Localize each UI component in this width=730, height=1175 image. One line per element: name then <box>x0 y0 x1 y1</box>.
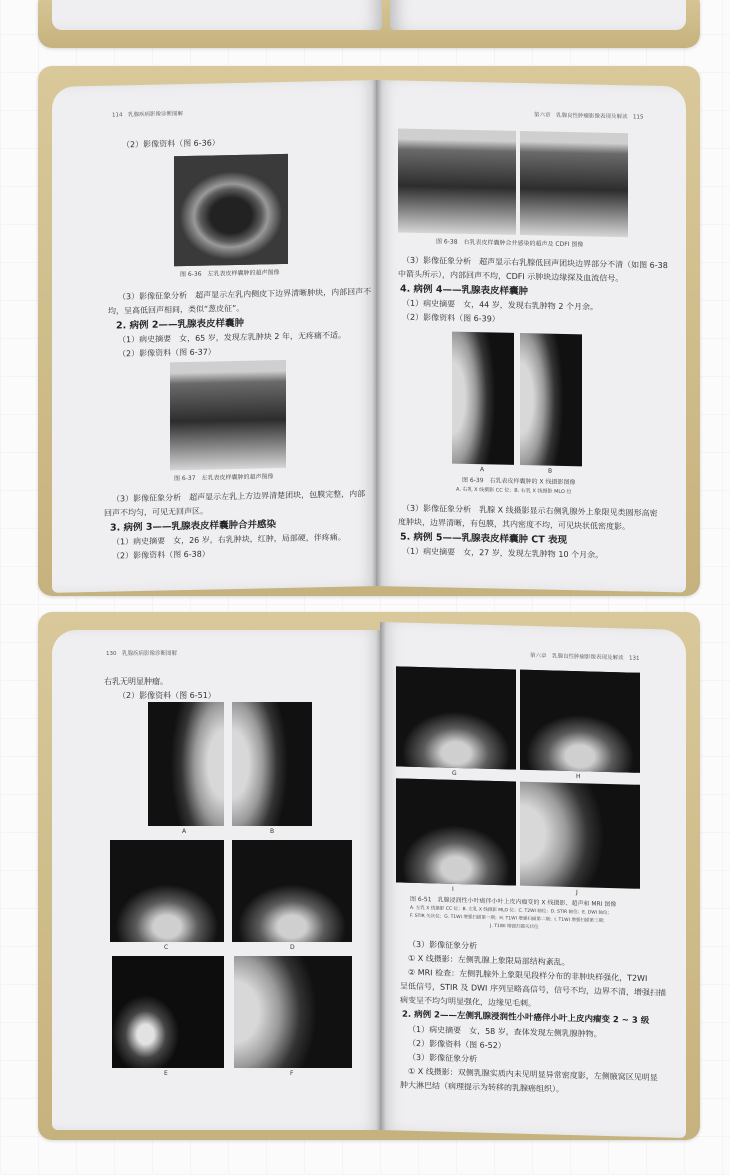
paragraph-line: （3）影像征象分析 超声显示左乳内侧皮下边界清晰肿块，内部回声不 <box>118 287 372 302</box>
mammogram-image-fig-6-39-b <box>520 333 582 466</box>
mammogram-image-fig-6-39-a <box>452 332 514 465</box>
figure-label: A <box>480 466 485 474</box>
paragraph-line: （3）影像征象分析 超声显示右乳腺低回声团块边界部分不清（如图 6-38 <box>402 255 668 271</box>
figure-label: G <box>452 769 457 778</box>
text-line: （3）影像征象分析 <box>408 1052 478 1064</box>
running-head: 130 乳腺疾病影像诊断图解 <box>106 651 177 657</box>
running-head: 第六章 乳腺良性肿瘤影像表现及解读 131 <box>530 652 640 662</box>
mri-image-f <box>234 956 352 1068</box>
text-line: （1）病史摘要 女，27 岁，发现左乳肿物 10 个月余。 <box>402 546 604 560</box>
figure-caption: 图 6-36 左乳表皮样囊肿的超声图像 <box>180 269 280 279</box>
figure-label: E <box>164 1070 168 1077</box>
mri-image-c <box>110 840 224 942</box>
text-line: （2）影像资料（图 6-36） <box>122 138 220 150</box>
book-spread-photo-2 <box>38 612 700 1140</box>
book-spread-photo-1 <box>38 66 700 596</box>
figure-subcaption: J. T1WI 增强扫描矢状位 <box>490 923 539 931</box>
mri-image-g <box>396 666 516 769</box>
text-line: 右乳无明显肿瘤。 <box>104 677 168 686</box>
case-heading: 3. 病例 3——乳腺表皮样囊肿合并感染 <box>110 519 276 534</box>
text-line: 肿大淋巴结（病理提示为转移的乳腺癌组织）。 <box>400 1080 564 1094</box>
paragraph-line: （3）影像征象分析 <box>408 939 478 951</box>
right-page <box>380 622 686 1138</box>
text-line: （1）病史摘要 女，58 岁，查体发现左侧乳腺肿物。 <box>408 1024 602 1039</box>
running-head: 第六章 乳腺良性肿瘤影像表现及解读 115 <box>534 112 644 121</box>
right-page <box>376 80 686 592</box>
paragraph-line: 度肿块，边界清晰，有包膜，其内密度不均，可见块状低密度影。 <box>398 517 630 532</box>
running-head: 114 乳腺疾病影像诊断图解 <box>112 111 183 119</box>
paragraph-line: 中箭头所示），内部回声不均，CDFI 示肿块边缘探及血流信号。 <box>398 269 624 284</box>
text-line: （2）影像资料（图 6-38） <box>112 549 210 561</box>
case-heading: 2. 病例 2——乳腺表皮样囊肿 <box>116 317 244 332</box>
mri-image-d <box>232 840 352 942</box>
paragraph-line: 呈低信号，STIR 及 DWI 序列呈略高信号，信号不均，边界不清，增强扫描 <box>400 981 666 998</box>
figure-caption: 图 6-51 乳腺浸润性小叶癌伴小叶上皮内瘤变的 X 线摄影、超声和 MRI 图像 <box>410 895 617 909</box>
figure-subcaption: F. STIR 矢状位；G. T1WI 增强扫描第一期；H. T1WI 增强扫描第二期；I. T1WI 增强扫描第三期； <box>410 913 608 924</box>
figure-label: A <box>182 828 187 835</box>
case-heading: 4. 病例 4——乳腺表皮样囊肿 <box>400 283 528 298</box>
paragraph-line: 均，呈高低回声相间，类似“葱皮征”。 <box>108 303 245 316</box>
text-line: （1）病史摘要 女，65 岁，发现左乳肿块 2 年，无疼痛不适。 <box>118 330 346 345</box>
mri-image-i <box>396 778 516 885</box>
figure-subcaption: A. 左乳 X 线摄影 CC 位；B. 左乳 X 线摄影 MLO 位；C. T2WI 轴位；D. STIR 轴位；E. DWI 轴位； <box>410 905 612 917</box>
figure-caption: 图 6-37 左乳表皮样囊肿的超声图像 <box>174 473 274 483</box>
left-page <box>52 80 378 593</box>
text-line: （2）影像资料（图 6-52） <box>408 1038 506 1051</box>
ultrasound-image-fig-6-38-a <box>398 128 516 234</box>
figure-subcaption: A. 右乳 X 线摄影 CC 位；B. 右乳 X 线摄影 MLO 位 <box>456 486 572 496</box>
ultrasound-image-fig-6-36 <box>174 154 288 266</box>
text-line: ① X 线摄影：双侧乳腺实质内未见明显异常密度影，左侧腋窝区见明显 <box>408 1066 658 1083</box>
figure-label: B <box>270 828 275 835</box>
mri-image-j <box>520 782 640 889</box>
top-right-page <box>390 0 686 30</box>
text-line: （1）病史摘要 女，26 岁，右乳肿块，红肿，局部硬，伴疼痛。 <box>112 532 346 547</box>
paragraph-line: （3）影像征象分析 超声显示左乳上方边界清楚团块，包膜完整，内部 <box>112 489 366 504</box>
mammogram-image-a <box>148 702 224 826</box>
paragraph-line: ① X 线摄影：左侧乳腺上象限局部结构紊乱。 <box>408 953 570 967</box>
top-photo-panel <box>38 0 700 48</box>
paragraph-line: （3）影像征象分析 乳腺 X 线摄影显示右侧乳腺外上象限见类圆形高密 <box>402 503 658 518</box>
figure-label: B <box>548 467 553 475</box>
mri-image-e <box>112 956 224 1068</box>
text-line: （2）影像资料（图 6-37） <box>118 347 216 359</box>
top-left-page <box>52 0 382 30</box>
figure-label: F <box>290 1070 294 1077</box>
text-line: （2）影像资料（图 6-51） <box>118 691 216 700</box>
paragraph-line: 回声不均匀，可见无回声区。 <box>104 506 208 518</box>
figure-label: J <box>576 889 578 897</box>
text-line: （1）病史摘要 女，44 岁，发现右乳肿物 2 个月余。 <box>402 298 598 312</box>
mammogram-image-b <box>232 702 312 826</box>
paragraph-line: ② MRI 检查：左侧乳腺外上象限见段样分布的非肿块样强化，T2WI <box>408 967 648 984</box>
figure-caption: 图 6-38 右乳表皮样囊肿合并感染的超声及 CDFI 图像 <box>436 238 584 249</box>
case-heading: 2. 病例 2——左侧乳腺浸润性小叶癌伴小叶上皮内瘤变 2 ~ 3 级 <box>402 1009 650 1027</box>
figure-label: C <box>164 944 169 951</box>
text-line: （2）影像资料（图 6-39） <box>402 312 500 324</box>
mri-image-h <box>520 670 640 773</box>
ultrasound-image-fig-6-37 <box>170 360 286 470</box>
case-heading: 5. 病例 5——乳腺表皮样囊肿 CT 表现 <box>400 531 568 547</box>
ultrasound-image-fig-6-38-b <box>520 131 628 237</box>
left-page <box>52 630 382 1130</box>
paragraph-line: 病变呈不均匀明显强化，边缘见毛刺。 <box>400 995 536 1009</box>
figure-label: D <box>290 944 295 951</box>
figure-label: I <box>452 885 454 893</box>
figure-caption: 图 6-39 右乳表皮样囊肿的 X 线摄影图像 <box>462 476 576 487</box>
figure-label: H <box>576 773 581 781</box>
